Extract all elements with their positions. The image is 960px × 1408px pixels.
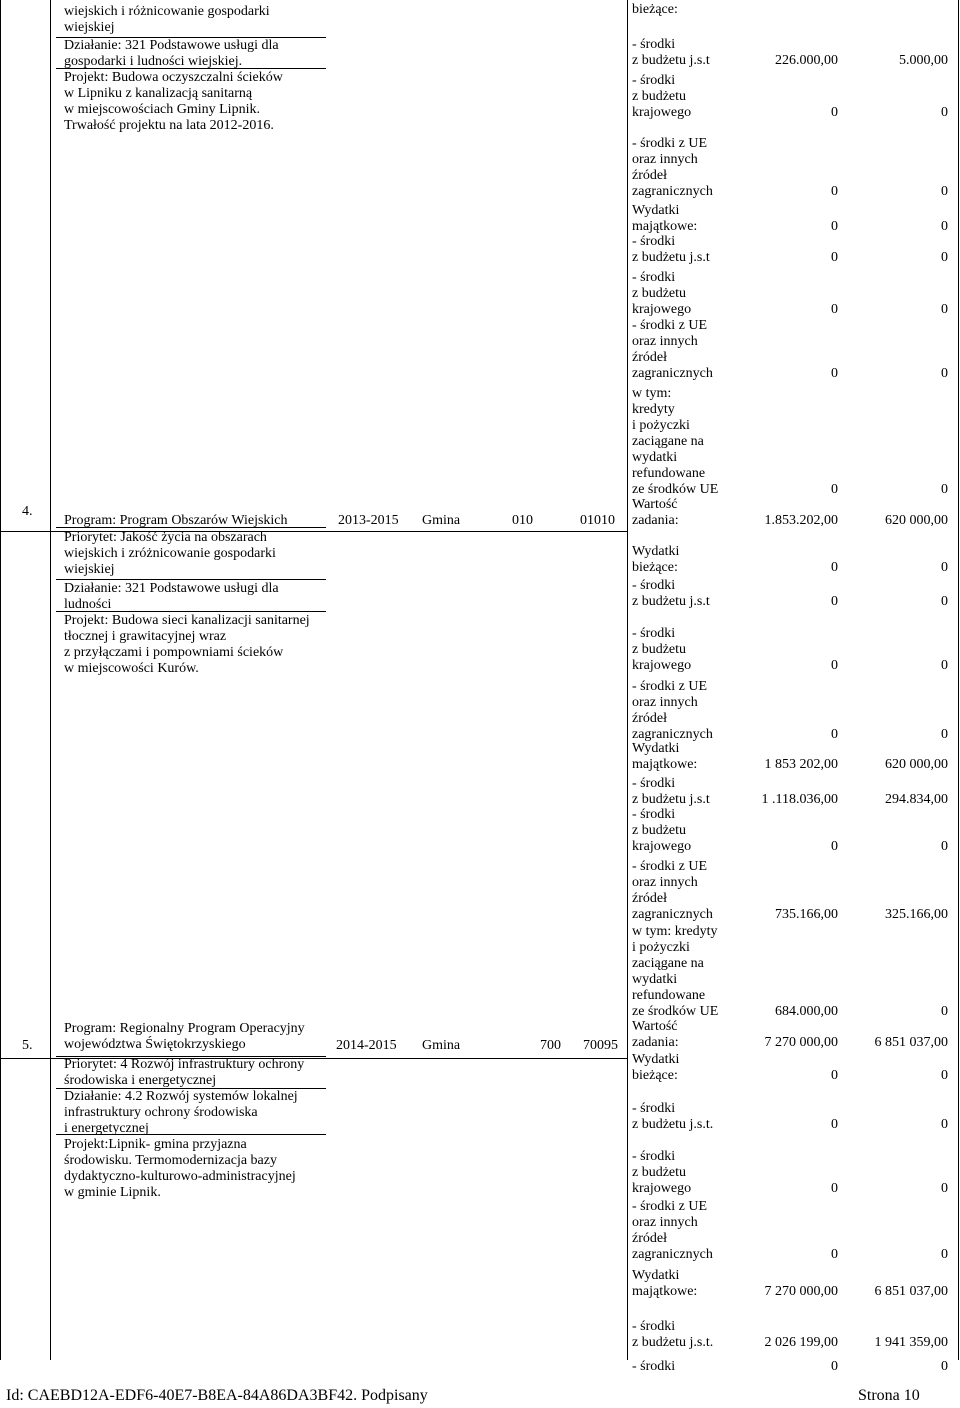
- col-divider: [0, 0, 1, 1360]
- financing-label-line: w tym:: [632, 386, 672, 401]
- financing-label-line: z budżetu j.s.t: [632, 53, 710, 68]
- text-line: wiejskiej: [64, 20, 115, 35]
- financing-label-line: - środki: [632, 776, 676, 791]
- amount-2015: 0: [831, 1181, 838, 1196]
- page-footer: [0, 1388, 960, 1408]
- priorytet-text: [64, 1057, 304, 1089]
- text-line: w miejscowościach Gminy Lipnik.: [64, 102, 260, 117]
- amount-2015: 684.000,00: [775, 1004, 838, 1019]
- amount-limit: 620 000,00: [885, 757, 948, 772]
- top-priorytet-text: [64, 4, 270, 36]
- financing-label-line: ze środków UE: [632, 1004, 719, 1019]
- financing-label-line: - środki: [632, 270, 676, 285]
- financing-label: [632, 578, 710, 610]
- amount-limit: 325.166,00: [885, 907, 948, 922]
- amount-limit: 0: [941, 302, 948, 317]
- top-projekt-text: [64, 70, 283, 134]
- text-line: w miejscowości Kurów.: [64, 661, 199, 676]
- amount-2015: 0: [831, 184, 838, 199]
- financing-label-line: - środki: [632, 578, 676, 593]
- amount-limit: 1 941 359,00: [874, 1335, 948, 1350]
- financing-label-line: oraz innych: [632, 152, 698, 167]
- amount-limit: 0: [941, 1004, 948, 1019]
- amount-limit: 6 851 037,00: [874, 1284, 948, 1299]
- program-dzial: 010: [512, 513, 533, 528]
- amount-2015: 226.000,00: [775, 53, 838, 68]
- amount-2015: 0: [831, 1068, 838, 1083]
- financing-label: [632, 497, 679, 529]
- text-line: z przyłączami i pompowniami ścieków: [64, 645, 284, 660]
- amount-limit: 0: [941, 560, 948, 575]
- amount-2015: 735.166,00: [775, 907, 838, 922]
- financing-label: [632, 679, 713, 743]
- financing-label-line: i pożyczki: [632, 418, 690, 433]
- financing-label-line: - środki z UE: [632, 1199, 708, 1214]
- financing-label: [632, 203, 697, 235]
- financing-label-line: majątkowe:: [632, 1284, 698, 1299]
- priorytet-text: [64, 530, 276, 578]
- financing-label: [632, 859, 713, 923]
- financing-label-line: - środki: [632, 73, 676, 88]
- financing-label: [632, 741, 697, 773]
- program-years: 2014-2015: [336, 1038, 397, 1053]
- financing-label-line: bieżące:: [632, 560, 678, 575]
- financing-label-line: Wartość: [632, 1019, 678, 1034]
- financing-label-line: - środki z UE: [632, 859, 708, 874]
- financing-label: [632, 1149, 691, 1197]
- financing-label-line: zagranicznych: [632, 366, 713, 381]
- financing-label-line: - środki: [632, 807, 676, 822]
- amount-limit: 0: [941, 184, 948, 199]
- amount-2015: 1 .118.036,00: [761, 792, 838, 807]
- text-line: Projekt:Lipnik- gmina przyjazna: [64, 1137, 247, 1152]
- amount-limit: 294.834,00: [885, 792, 948, 807]
- financing-label: [632, 136, 713, 200]
- financing-label-line: z budżetu j.s.t.: [632, 1335, 714, 1350]
- text-line: Priorytet: Jakość życia na obszarach: [64, 530, 267, 545]
- financing-label-line: Wydatki: [632, 1268, 680, 1283]
- financing-label: [632, 1268, 697, 1300]
- program-name: Program: Program Obszarów Wiejskich: [64, 513, 288, 528]
- amount-2015: 0: [831, 1247, 838, 1262]
- text-line: w Lipniku z kanalizacją sanitarną: [64, 86, 253, 101]
- financing-label-line: źródeł: [632, 168, 667, 183]
- amount-2015: 0: [831, 560, 838, 575]
- financing-label-line: źródeł: [632, 891, 667, 906]
- financing-label: [632, 318, 713, 382]
- row-number: 5.: [22, 1038, 33, 1053]
- amount-2015: 0: [831, 482, 838, 497]
- text-line: wiejskich i różnicowanie gospodarki: [64, 4, 270, 19]
- financing-label-line: oraz innych: [632, 875, 698, 890]
- financing-label-line: źródeł: [632, 711, 667, 726]
- financing-label: [632, 270, 691, 318]
- financing-label-line: z budżetu: [632, 89, 687, 104]
- financing-label-line: Wartość: [632, 497, 678, 512]
- financing-label-line: - środki: [632, 37, 676, 52]
- amount-2015: 0: [831, 839, 838, 854]
- financing-label-line: krajowego: [632, 839, 692, 854]
- amount-2015: 0: [831, 250, 838, 265]
- financing-label-line: w tym: kredyty: [632, 924, 718, 939]
- financing-label-line: oraz innych: [632, 1215, 698, 1230]
- text-line: gospodarki i ludności wiejskiej.: [64, 54, 243, 69]
- financing-label: [632, 73, 691, 121]
- amount-2015: 7 270 000,00: [764, 1035, 838, 1050]
- program-dzial: 700: [540, 1038, 561, 1053]
- financing-label-line: zaciągane na: [632, 434, 704, 449]
- financing-label-line: z budżetu: [632, 286, 687, 301]
- financing-label-line: Wydatki: [632, 544, 680, 559]
- text-line: Działanie: 321 Podstawowe usługi dla: [64, 581, 279, 596]
- amount-limit: 0: [941, 219, 948, 234]
- financing-label-line: zadania:: [632, 513, 679, 528]
- financing-label: [632, 2, 678, 18]
- financing-label-line: oraz innych: [632, 334, 698, 349]
- text-line: województwa Świętokrzyskiego: [64, 1037, 246, 1052]
- financing-label-line: - środki: [632, 1149, 676, 1164]
- financing-label: [632, 234, 710, 266]
- text-line: Program: Regionalny Program Operacyjny: [64, 1021, 305, 1036]
- amount-2015: 2 026 199,00: [764, 1335, 838, 1350]
- amount-2015: 1 853 202,00: [764, 757, 838, 772]
- financing-label-line: krajowego: [632, 302, 692, 317]
- text-line: ludności: [64, 597, 112, 612]
- amount-2015: 0: [831, 727, 838, 742]
- top-dzialanie-text: [64, 38, 279, 70]
- page-number: Strona 10: [858, 1387, 920, 1404]
- financing-label-line: - środki: [632, 1359, 676, 1374]
- financing-label: [632, 544, 679, 576]
- program-rozdzial: 70095: [583, 1038, 618, 1053]
- financing-label-line: - środki z UE: [632, 318, 708, 333]
- amount-limit: 0: [941, 250, 948, 265]
- program-name: [64, 1021, 305, 1053]
- financing-label-line: wydatki: [632, 972, 678, 987]
- financing-label-line: krajowego: [632, 1181, 692, 1196]
- financing-label-line: refundowane: [632, 466, 706, 481]
- amount-2015: 0: [831, 594, 838, 609]
- program-years: 2013-2015: [338, 513, 399, 528]
- program-rozdzial: 01010: [580, 513, 615, 528]
- dzialanie-text: [64, 581, 279, 613]
- financing-label-line: wydatki: [632, 450, 678, 465]
- amount-limit: 0: [941, 1068, 948, 1083]
- row-number: 4.: [22, 504, 33, 519]
- text-line: Trwałość projektu na lata 2012-2016.: [64, 118, 274, 133]
- amount-2015: 1.853.202,00: [764, 513, 838, 528]
- dzialanie-text: [64, 1089, 298, 1137]
- financing-label-line: z budżetu j.s.t: [632, 250, 710, 265]
- amount-limit: 6 851 037,00: [874, 1035, 948, 1050]
- amount-limit: 0: [941, 366, 948, 381]
- amount-limit: 0: [941, 1117, 948, 1132]
- financing-label-line: - środki: [632, 234, 676, 249]
- financing-label: [632, 807, 691, 855]
- program-unit: Gmina: [422, 513, 461, 528]
- financing-label: [632, 776, 710, 808]
- amount-limit: 0: [941, 839, 948, 854]
- text-line: Działanie: 321 Podstawowe usługi dla: [64, 38, 279, 53]
- financing-label: [632, 924, 718, 1020]
- financing-label-line: zaciągane na: [632, 956, 704, 971]
- financing-label: [632, 37, 710, 69]
- financing-label-line: zagranicznych: [632, 184, 713, 199]
- financing-label-line: refundowane: [632, 988, 706, 1003]
- financing-label: [632, 1052, 679, 1084]
- financing-label: [632, 626, 691, 674]
- row-divider: [56, 579, 326, 580]
- financing-label: [632, 386, 718, 498]
- amount-2015: 0: [831, 658, 838, 673]
- amount-limit: 0: [941, 1247, 948, 1262]
- financing-label-line: krajowego: [632, 658, 692, 673]
- text-line: środowiska i energetycznej: [64, 1073, 217, 1088]
- amount-2015: 0: [831, 105, 838, 120]
- text-line: w gminie Lipnik.: [64, 1185, 161, 1200]
- financing-label-line: zagranicznych: [632, 907, 713, 922]
- financing-label-line: Wydatki: [632, 203, 680, 218]
- financing-label-line: bieżące:: [632, 2, 678, 17]
- financing-label: [632, 1101, 713, 1133]
- text-line: dydaktyczno-kulturowo-administracyjnej: [64, 1169, 296, 1184]
- financing-label-line: z budżetu: [632, 823, 687, 838]
- financing-label-line: z budżetu: [632, 1165, 687, 1180]
- financing-label-line: z budżetu j.s.t: [632, 792, 710, 807]
- projekt-text: [64, 613, 310, 677]
- financing-label: [632, 1199, 713, 1263]
- financing-label: [632, 1319, 713, 1351]
- financing-label: [632, 1019, 679, 1051]
- amount-2015: 0: [831, 1117, 838, 1132]
- amount-2015: 7 270 000,00: [764, 1284, 838, 1299]
- amount-limit: 0: [941, 1359, 948, 1374]
- amount-limit: 0: [941, 482, 948, 497]
- text-line: wiejskiej: [64, 562, 115, 577]
- amount-2015: 0: [831, 302, 838, 317]
- amount-2015: 0: [831, 1359, 838, 1374]
- amount-limit: 0: [941, 105, 948, 120]
- col-divider: [627, 0, 628, 1360]
- amount-limit: 620 000,00: [885, 513, 948, 528]
- financing-label: [632, 1359, 675, 1375]
- amount-limit: 0: [941, 1181, 948, 1196]
- amount-limit: 5.000,00: [899, 53, 948, 68]
- financing-label-line: z budżetu j.s.t: [632, 594, 710, 609]
- amount-2015: 0: [831, 366, 838, 381]
- text-line: infrastruktury ochrony środowiska: [64, 1105, 258, 1120]
- amount-limit: 0: [941, 594, 948, 609]
- financing-label-line: - środki: [632, 1101, 676, 1116]
- amount-limit: 0: [941, 727, 948, 742]
- col-divider: [958, 0, 959, 1360]
- text-line: tłocznej i grawitacyjnej wraz: [64, 629, 227, 644]
- financing-label-line: zagranicznych: [632, 727, 713, 742]
- financing-label-line: Wydatki: [632, 741, 680, 756]
- financing-label-line: - środki z UE: [632, 679, 708, 694]
- financing-label-line: majątkowe:: [632, 757, 698, 772]
- financing-label-line: zadania:: [632, 1035, 679, 1050]
- text-line: Działanie: 4.2 Rozwój systemów lokalnej: [64, 1089, 298, 1104]
- financing-label-line: ze środków UE: [632, 482, 719, 497]
- document-id: Id: CAEBD12A-EDF6-40E7-B8EA-84A86DA3BF42. Podpisany: [6, 1387, 428, 1404]
- financing-label-line: - środki: [632, 1319, 676, 1334]
- col-divider: [50, 0, 51, 1360]
- text-line: Priorytet: 4 Rozwój infrastruktury ochrony: [64, 1057, 305, 1072]
- projekt-text: [64, 1137, 296, 1201]
- financing-label-line: z budżetu: [632, 642, 687, 657]
- financing-label-line: bieżące:: [632, 1068, 678, 1083]
- text-line: Projekt: Budowa oczyszczalni ścieków: [64, 70, 283, 85]
- financing-label-line: kredyty: [632, 402, 675, 417]
- financing-label-line: - środki: [632, 626, 676, 641]
- financing-label-line: źródeł: [632, 350, 667, 365]
- financing-label-line: zagranicznych: [632, 1247, 713, 1262]
- financing-label-line: z budżetu j.s.t.: [632, 1117, 714, 1132]
- financing-label-line: źródeł: [632, 1231, 667, 1246]
- financing-label-line: i pożyczki: [632, 940, 690, 955]
- text-line: i energetycznej: [64, 1121, 149, 1136]
- text-line: środowisku. Termomodernizacja bazy: [64, 1153, 277, 1168]
- financing-label-line: krajowego: [632, 105, 692, 120]
- program-unit: Gmina: [422, 1038, 461, 1053]
- financing-label-line: majątkowe:: [632, 219, 698, 234]
- amount-limit: 0: [941, 658, 948, 673]
- text-line: Projekt: Budowa sieci kanalizacji sanitarnej: [64, 613, 310, 628]
- financing-label-line: - środki z UE: [632, 136, 708, 151]
- text-line: wiejskich i zróżnicowanie gospodarki: [64, 546, 276, 561]
- financing-label-line: oraz innych: [632, 695, 698, 710]
- financing-label-line: Wydatki: [632, 1052, 680, 1067]
- amount-2015: 0: [831, 219, 838, 234]
